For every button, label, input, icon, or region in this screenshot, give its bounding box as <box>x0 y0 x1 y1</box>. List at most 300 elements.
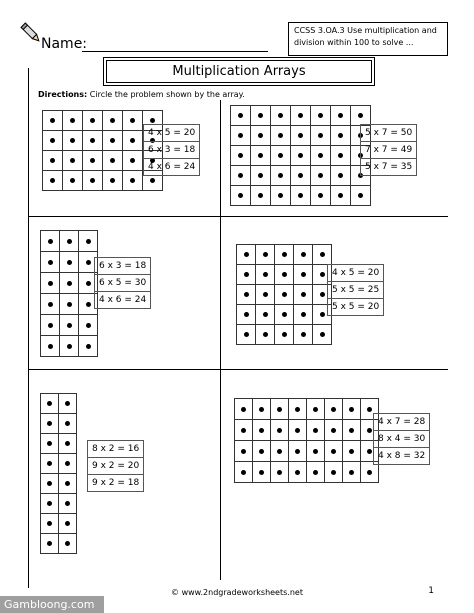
array-cell <box>251 186 271 206</box>
array-cell <box>331 126 351 146</box>
array-cell <box>275 325 294 345</box>
array-cell <box>294 305 313 325</box>
array-cell <box>271 441 289 462</box>
array-cell <box>235 462 253 483</box>
array-dot <box>47 421 52 426</box>
array-cell <box>123 171 143 191</box>
array-dot <box>301 332 306 337</box>
array-cell <box>253 462 271 483</box>
array-dot <box>258 133 263 138</box>
array-cell <box>271 462 289 483</box>
array-dot <box>318 173 323 178</box>
array-dot <box>238 193 243 198</box>
array-cell <box>253 399 271 420</box>
array-dot <box>367 428 372 433</box>
array-dot <box>244 312 249 317</box>
array-cell <box>60 273 79 294</box>
array-dot <box>258 173 263 178</box>
array-dot <box>358 193 363 198</box>
array-cell <box>231 106 251 126</box>
array-cell <box>59 414 77 434</box>
array-cell <box>271 186 291 206</box>
array-dot <box>47 441 52 446</box>
array-dot <box>90 138 95 143</box>
array-dot <box>320 272 325 277</box>
array-dot <box>238 173 243 178</box>
array-cell <box>43 151 63 171</box>
answer-choices <box>94 257 151 309</box>
array-cell <box>275 245 294 265</box>
array-dot <box>338 133 343 138</box>
directions <box>38 90 245 99</box>
array-dot <box>65 461 70 466</box>
array-dot <box>263 332 268 337</box>
array-cell <box>325 420 343 441</box>
array-cell <box>307 441 325 462</box>
array-cell <box>103 111 123 131</box>
array-cell <box>63 171 83 191</box>
array-cell <box>251 106 271 126</box>
dot-array <box>234 398 379 483</box>
array-cell <box>237 305 256 325</box>
answer-choice[interactable]: 4 x 5 = 20 <box>144 125 200 142</box>
array-cell <box>237 245 256 265</box>
array-dot <box>48 239 53 244</box>
array-dot <box>320 292 325 297</box>
array-cell <box>59 474 77 494</box>
array-cell <box>289 462 307 483</box>
array-cell <box>123 111 143 131</box>
array-dot <box>263 252 268 257</box>
array-dot <box>298 133 303 138</box>
array-cell <box>41 315 60 336</box>
array-dot <box>367 470 372 475</box>
array-dot <box>86 281 91 286</box>
array-dot <box>130 178 135 183</box>
array-cell <box>79 315 98 336</box>
array-dot <box>238 153 243 158</box>
array-dot <box>282 312 287 317</box>
array-dot <box>282 252 287 257</box>
array-cell <box>63 131 83 151</box>
page-number: 1 <box>428 586 434 596</box>
array-dot <box>263 292 268 297</box>
array-dot <box>313 449 318 454</box>
array-cell <box>41 273 60 294</box>
array-cell <box>351 186 371 206</box>
array-dot <box>295 407 300 412</box>
ccss-line-1: CCSS 3.OA.3 Use multiplication and <box>294 26 437 35</box>
array-dot <box>86 302 91 307</box>
array-dot <box>331 428 336 433</box>
array-cell <box>235 399 253 420</box>
array-dot <box>298 113 303 118</box>
name-label: Name: <box>41 36 88 52</box>
array-dot <box>295 428 300 433</box>
array-dot <box>301 272 306 277</box>
array-cell <box>59 454 77 474</box>
array-dot <box>259 449 264 454</box>
array-dot <box>47 401 52 406</box>
array-dot <box>277 407 282 412</box>
array-dot <box>65 541 70 546</box>
answer-choice[interactable]: 4 x 5 = 20 <box>328 265 384 282</box>
array-cell <box>313 245 332 265</box>
array-dot <box>277 470 282 475</box>
array-dot <box>331 449 336 454</box>
array-dot <box>48 302 53 307</box>
array-cell <box>256 325 275 345</box>
array-cell <box>231 146 251 166</box>
array-dot <box>338 153 343 158</box>
array-dot <box>70 158 75 163</box>
array-dot <box>301 312 306 317</box>
array-dot <box>86 323 91 328</box>
array-dot <box>86 260 91 265</box>
answer-choice[interactable]: 4 x 7 = 28 <box>374 414 430 431</box>
array-cell <box>271 166 291 186</box>
array-dot <box>301 252 306 257</box>
answer-choice[interactable]: 8 x 2 = 16 <box>88 441 144 458</box>
answer-choice[interactable]: 6 x 3 = 18 <box>95 258 151 275</box>
array-cell <box>83 111 103 131</box>
array-cell <box>311 186 331 206</box>
array-cell <box>307 462 325 483</box>
array-dot <box>278 113 283 118</box>
array-cell <box>231 166 251 186</box>
array-cell <box>41 252 60 273</box>
array-dot <box>67 323 72 328</box>
array-dot <box>258 153 263 158</box>
array-dot <box>110 138 115 143</box>
array-cell <box>256 285 275 305</box>
array-cell <box>271 399 289 420</box>
array-cell <box>60 315 79 336</box>
watermark: Gambloong.com <box>0 596 104 613</box>
array-cell <box>41 394 59 414</box>
array-cell <box>59 534 77 554</box>
array-cell <box>256 265 275 285</box>
array-dot <box>50 178 55 183</box>
array-dot <box>67 239 72 244</box>
array-dot <box>263 312 268 317</box>
array-cell <box>351 106 371 126</box>
array-dot <box>67 344 72 349</box>
array-dot <box>67 281 72 286</box>
array-dot <box>241 428 246 433</box>
array-dot <box>65 481 70 486</box>
array-dot <box>318 193 323 198</box>
array-dot <box>338 173 343 178</box>
array-cell <box>256 305 275 325</box>
array-cell <box>237 325 256 345</box>
array-dot <box>241 407 246 412</box>
array-dot <box>130 118 135 123</box>
array-dot <box>241 470 246 475</box>
array-cell <box>275 265 294 285</box>
ccss-standard-box <box>288 22 448 56</box>
array-dot <box>278 193 283 198</box>
array-cell <box>313 325 332 345</box>
array-cell <box>83 171 103 191</box>
array-dot <box>313 407 318 412</box>
array-dot <box>65 421 70 426</box>
array-cell <box>271 106 291 126</box>
directions-text: Circle the problem shown by the array. <box>89 90 245 99</box>
array-cell <box>103 151 123 171</box>
array-dot <box>48 344 53 349</box>
array-dot <box>331 470 336 475</box>
array-dot <box>47 461 52 466</box>
array-cell <box>253 441 271 462</box>
answer-choice[interactable]: 4 x 6 = 24 <box>144 159 200 176</box>
array-dot <box>90 118 95 123</box>
array-cell <box>291 166 311 186</box>
array-cell <box>307 399 325 420</box>
array-dot <box>244 252 249 257</box>
array-cell <box>63 111 83 131</box>
answer-choice[interactable]: 4 x 6 = 24 <box>95 292 151 309</box>
array-cell <box>311 166 331 186</box>
worksheet-title: Multiplication Arrays <box>103 57 375 86</box>
array-dot <box>320 312 325 317</box>
section-divider <box>28 216 448 217</box>
array-dot <box>50 118 55 123</box>
array-dot <box>110 158 115 163</box>
ccss-line-2: division within 100 to solve ... <box>294 38 414 47</box>
array-cell <box>331 146 351 166</box>
answer-choice[interactable]: 5 x 7 = 50 <box>361 125 417 142</box>
array-dot <box>50 138 55 143</box>
dot-array <box>230 105 371 206</box>
array-dot <box>65 441 70 446</box>
array-cell <box>331 106 351 126</box>
array-dot <box>338 113 343 118</box>
array-dot <box>244 332 249 337</box>
array-dot <box>259 428 264 433</box>
array-cell <box>231 186 251 206</box>
array-dot <box>318 113 323 118</box>
array-cell <box>291 106 311 126</box>
array-dot <box>241 449 246 454</box>
array-dot <box>47 541 52 546</box>
array-cell <box>41 494 59 514</box>
array-dot <box>70 178 75 183</box>
array-dot <box>67 260 72 265</box>
array-cell <box>59 434 77 454</box>
array-cell <box>311 146 331 166</box>
array-cell <box>59 494 77 514</box>
array-dot <box>298 173 303 178</box>
array-cell <box>289 441 307 462</box>
array-cell <box>271 126 291 146</box>
array-dot <box>349 428 354 433</box>
array-cell <box>63 151 83 171</box>
array-dot <box>367 407 372 412</box>
array-cell <box>343 462 361 483</box>
array-dot <box>313 428 318 433</box>
section-divider <box>28 369 448 370</box>
array-dot <box>238 133 243 138</box>
array-dot <box>278 173 283 178</box>
array-cell <box>41 414 59 434</box>
array-cell <box>343 420 361 441</box>
array-dot <box>320 252 325 257</box>
array-cell <box>60 252 79 273</box>
column-divider <box>220 100 221 580</box>
array-dot <box>130 158 135 163</box>
array-cell <box>294 285 313 305</box>
array-cell <box>60 294 79 315</box>
array-dot <box>282 332 287 337</box>
array-cell <box>237 265 256 285</box>
array-cell <box>79 231 98 252</box>
array-dot <box>47 481 52 486</box>
array-cell <box>103 171 123 191</box>
array-cell <box>251 166 271 186</box>
array-dot <box>313 470 318 475</box>
footer-site: © www.2ndgradeworksheets.net <box>171 588 303 597</box>
array-cell <box>291 126 311 146</box>
array-cell <box>291 186 311 206</box>
answer-choice[interactable]: 5 x 5 = 25 <box>328 282 384 299</box>
answer-choices <box>143 124 200 176</box>
array-cell <box>331 186 351 206</box>
array-dot <box>259 470 264 475</box>
array-dot <box>349 470 354 475</box>
array-dot <box>50 158 55 163</box>
array-dot <box>258 113 263 118</box>
array-cell <box>325 399 343 420</box>
array-dot <box>331 407 336 412</box>
answer-choice[interactable]: 6 x 5 = 30 <box>95 275 151 292</box>
array-dot <box>318 153 323 158</box>
answer-choice[interactable]: 6 x 3 = 18 <box>144 142 200 159</box>
array-cell <box>60 231 79 252</box>
array-cell <box>289 399 307 420</box>
array-dot <box>67 302 72 307</box>
array-cell <box>231 126 251 146</box>
array-cell <box>331 166 351 186</box>
array-dot <box>278 133 283 138</box>
array-dot <box>301 292 306 297</box>
array-cell <box>79 336 98 357</box>
array-cell <box>103 131 123 151</box>
array-cell <box>41 514 59 534</box>
array-cell <box>123 151 143 171</box>
array-dot <box>238 113 243 118</box>
array-dot <box>282 272 287 277</box>
array-cell <box>294 325 313 345</box>
array-cell <box>41 434 59 454</box>
array-dot <box>65 501 70 506</box>
array-cell <box>294 245 313 265</box>
answer-choices <box>373 413 430 465</box>
array-cell <box>343 399 361 420</box>
array-cell <box>275 285 294 305</box>
array-cell <box>271 146 291 166</box>
answer-choice[interactable]: 9 x 2 = 20 <box>88 458 144 475</box>
array-dot <box>295 449 300 454</box>
array-dot <box>48 281 53 286</box>
array-dot <box>90 158 95 163</box>
array-cell <box>235 420 253 441</box>
array-cell <box>43 111 63 131</box>
array-dot <box>130 138 135 143</box>
array-cell <box>325 441 343 462</box>
answer-choices <box>87 440 144 492</box>
directions-label: Directions: <box>38 90 88 99</box>
array-dot <box>277 428 282 433</box>
array-dot <box>90 178 95 183</box>
answer-choice[interactable]: 8 x 4 = 30 <box>374 431 430 448</box>
array-dot <box>320 332 325 337</box>
answer-choice[interactable]: 4 x 8 = 32 <box>374 448 430 465</box>
dot-array <box>40 393 77 554</box>
left-margin-line <box>28 68 29 588</box>
array-dot <box>278 153 283 158</box>
array-dot <box>150 118 155 123</box>
array-dot <box>48 260 53 265</box>
array-dot <box>338 193 343 198</box>
array-cell <box>256 245 275 265</box>
array-dot <box>349 449 354 454</box>
array-cell <box>83 151 103 171</box>
array-dot <box>259 407 264 412</box>
array-dot <box>358 113 363 118</box>
array-cell <box>294 265 313 285</box>
array-dot <box>70 118 75 123</box>
array-dot <box>244 292 249 297</box>
answer-choice[interactable]: 7 x 7 = 49 <box>361 142 417 159</box>
array-cell <box>307 420 325 441</box>
array-cell <box>311 126 331 146</box>
array-cell <box>235 441 253 462</box>
array-dot <box>70 138 75 143</box>
array-cell <box>253 420 271 441</box>
name-line[interactable] <box>82 51 268 52</box>
array-dot <box>65 401 70 406</box>
array-cell <box>59 514 77 534</box>
array-dot <box>298 153 303 158</box>
array-dot <box>150 178 155 183</box>
array-cell <box>60 336 79 357</box>
array-dot <box>48 323 53 328</box>
array-cell <box>237 285 256 305</box>
array-dot <box>298 193 303 198</box>
array-dot <box>295 470 300 475</box>
array-cell <box>43 131 63 151</box>
array-cell <box>251 146 271 166</box>
array-dot <box>47 501 52 506</box>
answer-choice[interactable]: 5 x 5 = 20 <box>328 299 384 316</box>
array-dot <box>258 193 263 198</box>
array-dot <box>86 344 91 349</box>
array-cell <box>275 305 294 325</box>
array-cell <box>291 146 311 166</box>
array-cell <box>325 462 343 483</box>
dot-array <box>40 230 98 357</box>
array-dot <box>367 449 372 454</box>
array-cell <box>343 441 361 462</box>
array-dot <box>263 272 268 277</box>
array-cell <box>43 171 63 191</box>
answer-choices <box>360 124 417 176</box>
array-dot <box>47 521 52 526</box>
dot-array <box>236 244 332 345</box>
answer-choice[interactable]: 9 x 2 = 18 <box>88 475 144 492</box>
answer-choice[interactable]: 5 x 7 = 35 <box>361 159 417 176</box>
